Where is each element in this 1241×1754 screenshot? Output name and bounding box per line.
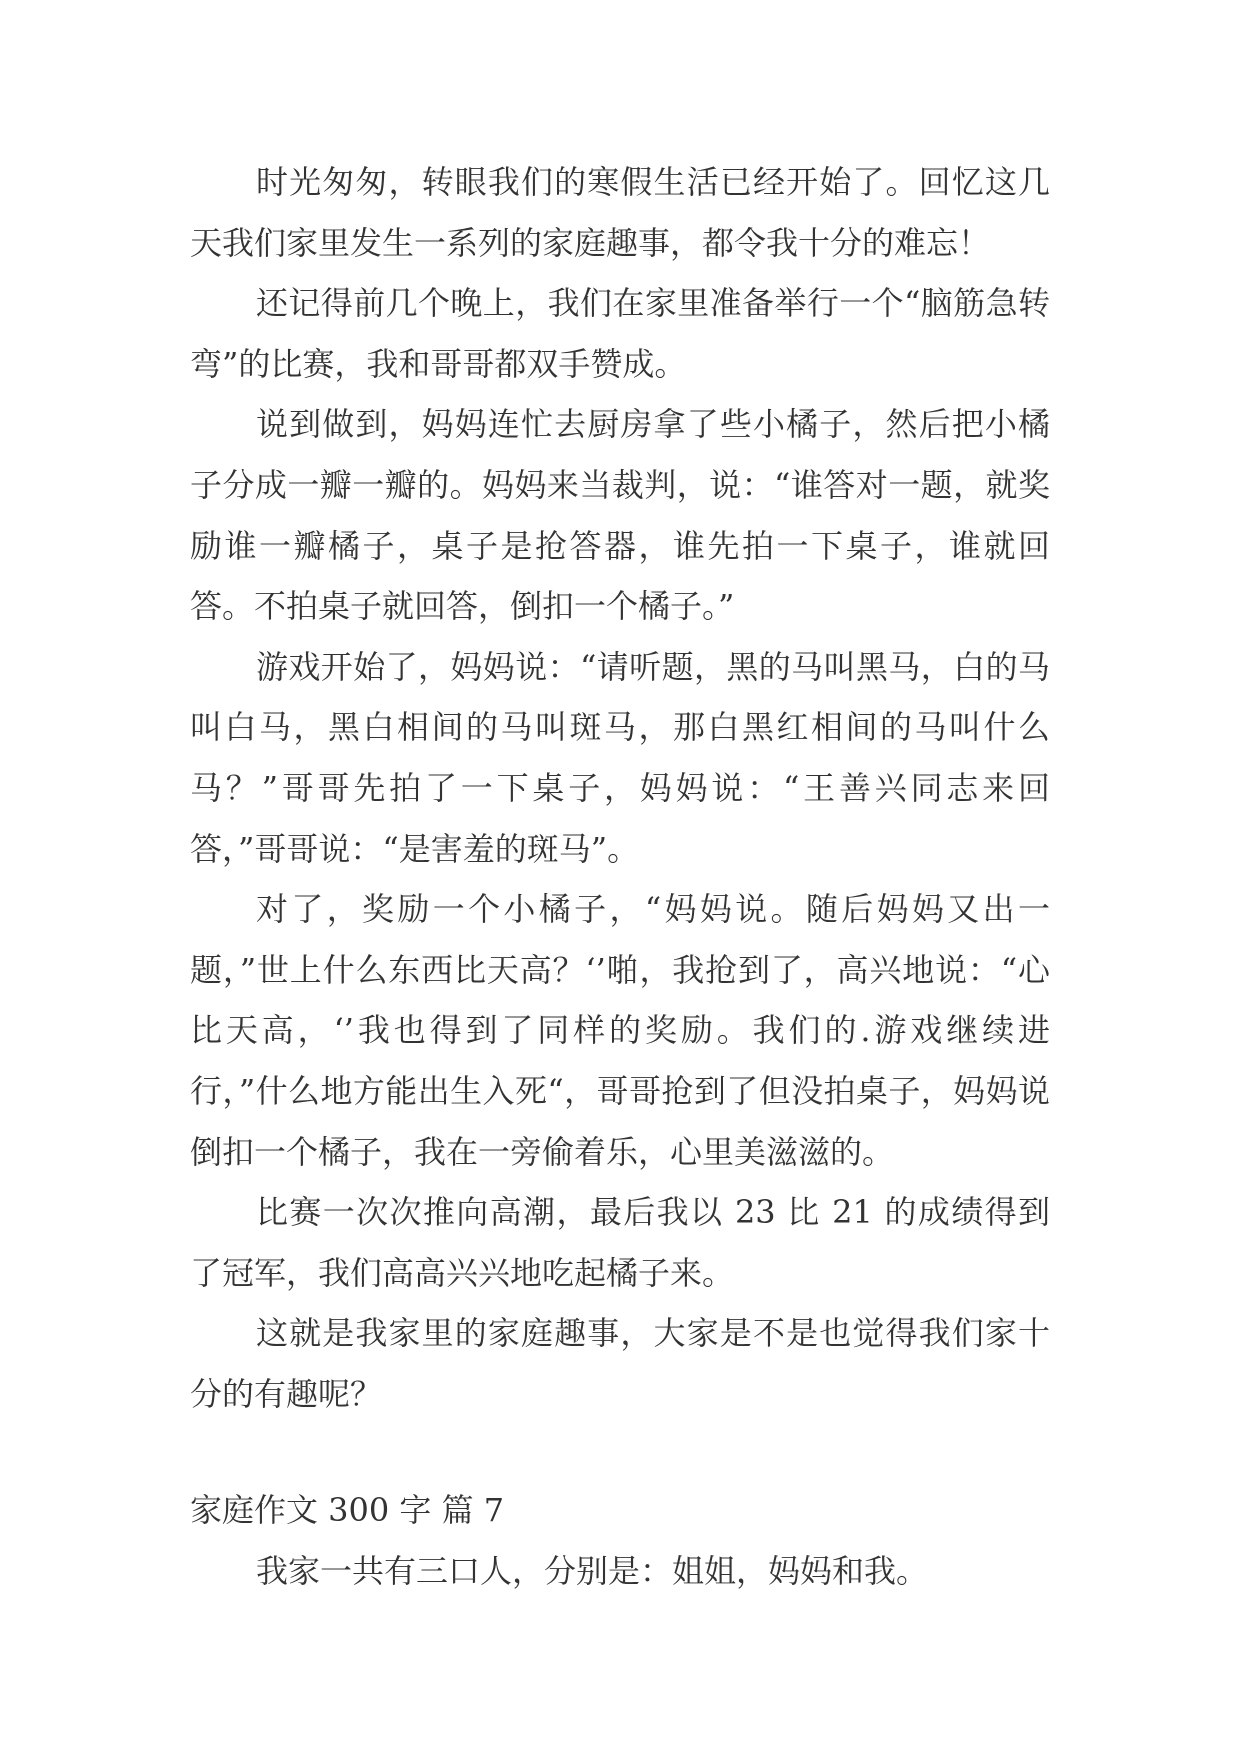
- paragraph: 说到做到，妈妈连忙去厨房拿了些小橘子，然后把小橘子分成一瓣一瓣的。妈妈来当裁判，说：“谁答对一题，就奖励谁一瓣橘子，桌子是抢答器，谁先拍一下桌子，谁就回答。不拍桌子就回答，倒扣一个橘子。”: [190, 405, 1050, 626]
- paragraph: 游戏开始了，妈妈说：“请听题，黑的马叫黑马，白的马叫白马，黑白相间的马叫斑马，那白黑红相间的马叫什么马？”哥哥先拍了一下桌子，妈妈说：“王善兴同志来回答，”哥哥说：“是害羞的斑马”。: [190, 647, 1050, 868]
- paragraph: 对了，奖励一个小橘子，“妈妈说。随后妈妈又出一题，”世上什么东西比天高？‘’啪，我抢到了，高兴地说：“心比天高，‘’我也得到了同样的奖励。我们的.游戏继续进行，”什么地方能出生入死“，哥哥抢到了但没拍桌子，妈妈说倒扣一个橘子，我在一旁偷着乐，心里美滋滋的。: [190, 890, 1050, 1171]
- paragraph: 比赛一次次推向高潮，最后我以 23 比 21 的成绩得到了冠军，我们高高兴兴地吃起橘子来。: [190, 1193, 1050, 1292]
- paragraph: 这就是我家里的家庭趣事，大家是不是也觉得我们家十分的有趣呢？: [190, 1314, 1050, 1413]
- document-body: [190, 152, 1050, 1602]
- paragraph: 还记得前几个晚上，我们在家里准备举行一个“脑筋急转弯”的比赛，我和哥哥都双手赞成。: [190, 284, 1050, 383]
- paragraph: 我家一共有三口人，分别是：姐姐，妈妈和我。: [256, 1552, 929, 1591]
- section-heading: 家庭作文 300 字 篇 7: [190, 1491, 505, 1530]
- paragraph: 时光匆匆，转眼我们的寒假生活已经开始了。回忆这几天我们家里发生一系列的家庭趣事，都令我十分的难忘！: [190, 163, 1050, 262]
